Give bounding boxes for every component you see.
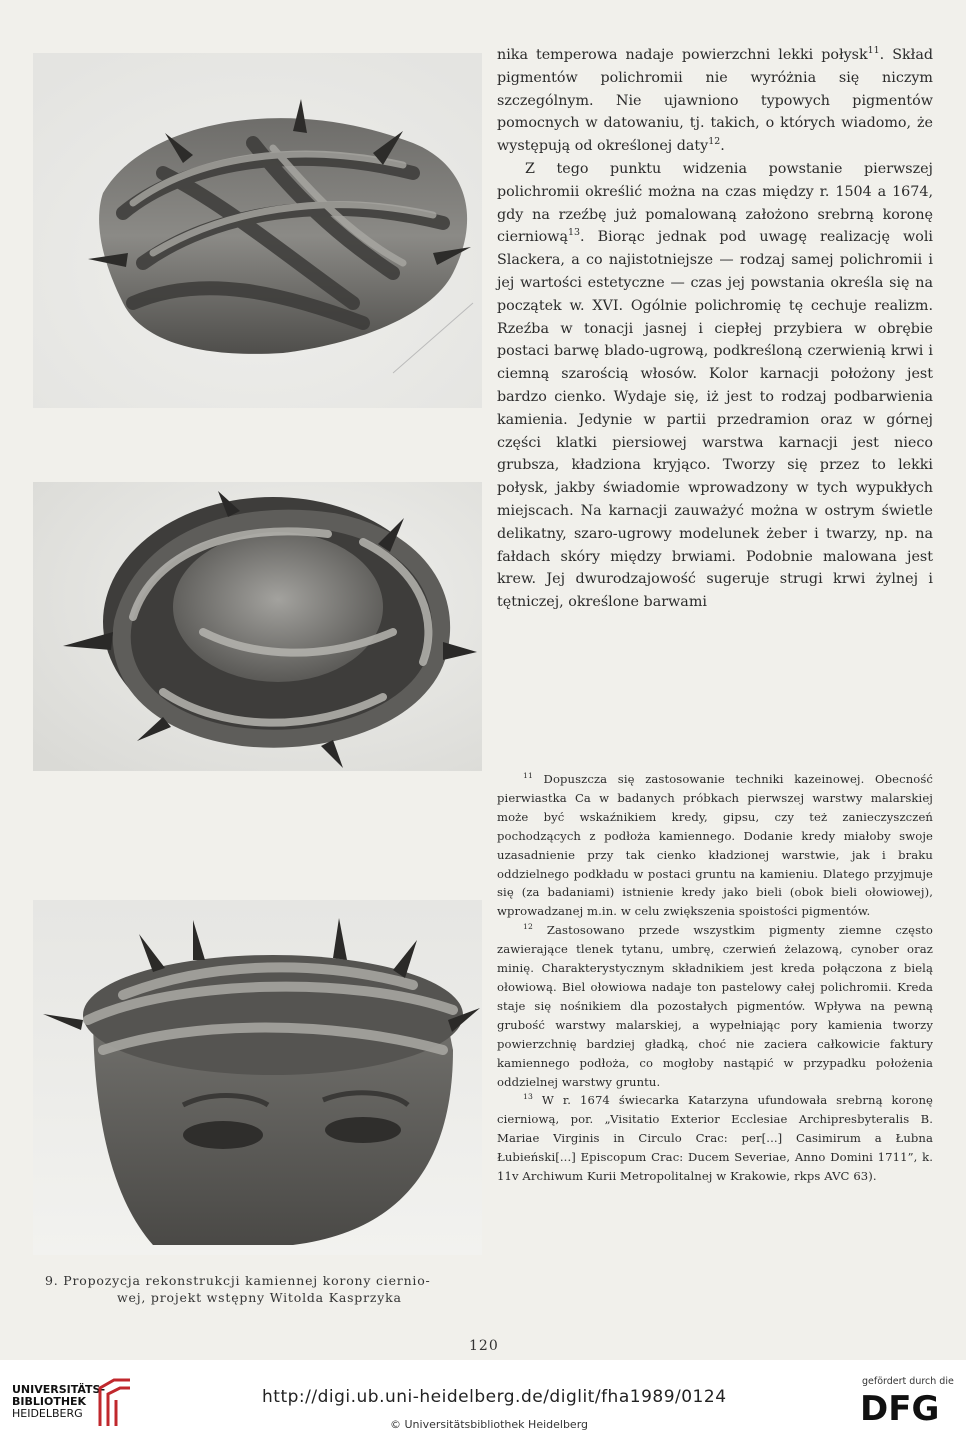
footnote-12 — [497, 921, 933, 1091]
body-text — [497, 44, 933, 614]
digitization-footer — [0, 1360, 966, 1443]
footnote-12-number: 12 — [523, 922, 533, 932]
paragraph-2 — [497, 158, 933, 614]
footnote-12-text: Zastosowano przede wszystkim pigmenty ziemne często zawierające tlenek tytanu, umbrę, czerwień żelazową, cynober oraz minię. Charakterystycznym składnikiem jest kreda połączona z bielą ołowiową. Biel ołowiowa nadaje ton pastelowy całej polichromii. Kreda staje się nośnikiem dla pozostałych pigmentów. Wpływa na pewną grubość warstwy malarskiej, a wypełniając pory kamienia tworzy powierzchnię bardziej gładką, choć nie zaciera całkowicie faktury kamiennego podłoża, co mogłoby nastąpić w przypadku położenia oddzielnej warstwy gruntu. — [497, 923, 933, 1089]
page-number: 120 — [469, 1338, 499, 1354]
library-name-line-2: BIBLIOTHEK — [12, 1395, 87, 1408]
library-name — [12, 1384, 105, 1420]
paragraph-1-text-b: . Skład pigmentów polichromii nie wyróżnia się niczym szczególnym. Nie ujawniono typowych pigmentów pomocnych w datowaniu, tj. takich, o których wiadomo, że występują od określonej daty — [497, 47, 933, 155]
paragraph-1-text-a: nika temperowa nadaje powierzchni lekki połysk — [497, 47, 868, 63]
dfg-logo-text: DFG — [860, 1390, 940, 1424]
footnote-13 — [497, 1091, 933, 1186]
footnotes — [497, 770, 933, 1186]
crown-photo-front — [33, 900, 482, 1255]
crown-photo-top — [33, 482, 482, 771]
caption-line-2: wej, projekt wstępny Witolda Kasprzyka — [117, 1290, 402, 1305]
library-logo-icon — [94, 1378, 136, 1432]
paragraph-2-text-b: . Biorąc jednak pod uwagę realizację woli Slackera, a co najistotniejsze — rodzaj samej polichromii i jej wartości estetyczne — czas jej powstania określa się na początek w. XVI. Ogólnie polichromię tę cechuje realizm. Rzeźba w tonacji jasnej i ciepłej przybiera w obrębie postaci barwę blado-ugrową, podkreśloną czerwienią krwi i ciemną szarością włosów. Kolor karnacji położony jest bardzo cienko. Wydaje się, iż jest to rodzaj podbarwienia kamienia. Jedynie w partii przedramion oraz w górnej części klatki piersiowej warstwa karnacji jest nieco grubsza, kładziona kryjąco. Tworzy się przez to lekki połysk, jakby świadomie wprowadzony w tych wypukłych miejscach. Na karnacji zauważyć można w ostrym świetle delikatny, szaro-ugrowy modelunek żeber i twarzy, np. na fałdach skóry między brwiami. Podobnie malowana jest krew. Jej dwurodzajowość sugeruje strugi krwi żylnej i tętniczej, określone barwami — [497, 229, 933, 611]
paragraph-1 — [497, 44, 933, 158]
library-name-line-3: HEIDELBERG — [12, 1407, 83, 1420]
dfg-logo — [860, 1390, 952, 1428]
footnote-13-number: 13 — [523, 1092, 533, 1102]
figure-caption — [45, 1272, 480, 1306]
footnote-13-text: W r. 1674 świecarka Katarzyna ufundowała srebrną koronę cierniową, por. „Visitatio Exterior Ecclesiae Archipresbyteralis B. Mariae Virginis in Circulo Crac: per[...] Casimirum a Łubna Łubieński[...] Episcopum Crac: Ducem Severiae, Anno Domini 1711”, k. 11v Archiwum Kurii Metropolitalnej w Krakowie, rkps AVC 63). — [497, 1093, 933, 1184]
permalink-url[interactable]: http://digi.ub.uni-heidelberg.de/diglit/fha1989/0124 — [262, 1387, 727, 1407]
footnote-11-text: Dopuszcza się zastosowanie techniki kazeinowej. Obecność pierwiastka Ca w badanych próbkach pierwszej warstwy malarskiej może być wskaźnikiem kredy, gipsu, czy też zanieczyszczeń pochodzących z podłoża kamiennego. Dodanie kredy miałoby swoje uzasadnienie przy tak cienko kładzionej warstwie, jak i braku oddzielnego podkładu w postaci gruntu na kamieniu. Dlatego przyjmuje się (za badaniami) istnienie kredy jako bieli (obok bieli ołowiowej), wprowadzanej m.in. w celu zwiększenia spoistości pigmentów. — [497, 772, 933, 919]
funding-label: gefördert durch die — [862, 1376, 954, 1387]
caption-line-1: 9. Propozycja rekonstrukcji kamiennej korony cierniо- — [45, 1273, 431, 1288]
footnote-ref-13: 13 — [568, 227, 581, 239]
footnote-ref-11: 11 — [867, 45, 880, 57]
footnote-11 — [497, 770, 933, 921]
paragraph-1-text-c: . — [720, 138, 725, 155]
copyright-notice: © Universitätsbibliothek Heidelberg — [390, 1418, 589, 1431]
library-name-line-1: UNIVERSITÄTS- — [12, 1383, 106, 1396]
paragraph-2-text-a: Z tego punktu widzenia powstanie pierwszej polichromii określić można na czas między r. 1504 a 1674, gdy na rzeźbę już pomalowaną założono srebrną koronę cierniową — [497, 160, 933, 246]
crown-photo-side — [33, 53, 482, 408]
footnote-ref-12: 12 — [708, 136, 721, 148]
footnote-11-number: 11 — [523, 771, 533, 781]
